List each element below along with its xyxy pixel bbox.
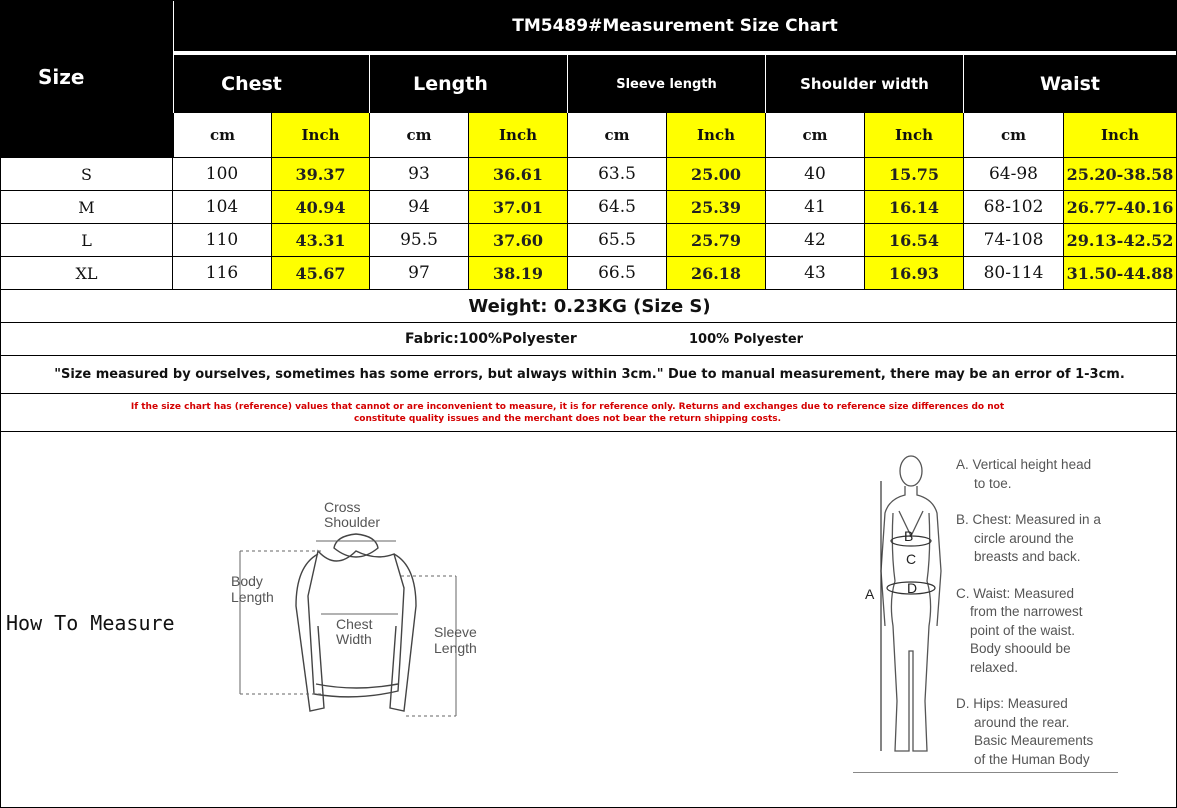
measurement-note: "Size measured by ourselves, sometimes has some errors, but always within 3cm." Due to manual measurement, there may be an error of 1-3cm. — [54, 367, 1125, 382]
unit-length-inch: Inch — [469, 113, 568, 158]
value-cell: 16.54 — [865, 224, 964, 257]
col-header-chest: Chest — [173, 55, 370, 113]
note-c: C. Waist: Measured from the narrowest point of the waist. Body shoould be relaxed. — [956, 585, 1083, 675]
unit-sleeve-cm: cm — [568, 113, 667, 158]
value-cell: 68-102 — [964, 191, 1064, 224]
value-cell: 31.50-44.88 — [1064, 257, 1176, 290]
col-header-sleeve: Sleeve length — [568, 55, 766, 113]
value-cell: 100 — [173, 158, 272, 191]
chart-title-text: TM5489#Measurement Size Chart — [512, 16, 838, 36]
body-label-1: Body — [231, 573, 263, 589]
value-cell: 74-108 — [964, 224, 1064, 257]
body-notes — [956, 456, 1101, 769]
cross-label-2: Shoulder — [324, 514, 381, 530]
value-cell: 43 — [766, 257, 865, 290]
disclaimer-line-2: constitute quality issues and the merchant does not bear the return shipping costs. — [353, 413, 782, 424]
note-a: A. Vertical height head to toe. — [956, 457, 1092, 491]
fabric-row — [1, 323, 1177, 356]
body-letter-b: B — [904, 528, 914, 544]
value-cell: 94 — [370, 191, 469, 224]
value-cell: 26.18 — [667, 257, 766, 290]
body-figure-baseline — [853, 772, 1118, 773]
value-cell: 66.5 — [568, 257, 667, 290]
fabric-text-secondary: 100% Polyester — [689, 331, 804, 347]
col-header-waist: Waist — [964, 55, 1176, 113]
sleeve-label-2: Length — [434, 640, 477, 656]
value-cell: 15.75 — [865, 158, 964, 191]
value-cell: 25.39 — [667, 191, 766, 224]
value-cell: 95.5 — [370, 224, 469, 257]
col-header-shoulder: Shoulder width — [766, 55, 964, 113]
chest-label-2: Width — [336, 631, 372, 647]
unit-shoulder-inch: Inch — [865, 113, 964, 158]
unit-waist-inch: Inch — [1064, 113, 1176, 158]
value-cell: 29.13-42.52 — [1064, 224, 1176, 257]
size-cell: L — [1, 224, 173, 257]
unit-waist-cm: cm — [964, 113, 1064, 158]
col-header-length: Length — [370, 55, 568, 113]
value-cell: 65.5 — [568, 224, 667, 257]
how-to-measure-label: How To Measure — [6, 611, 175, 635]
value-cell: 80-114 — [964, 257, 1064, 290]
disclaimer-line-1: If the size chart has (reference) values that cannot or are inconvenient to measure, it is for reference only. Returns and exchanges due to reference size differences do not — [130, 401, 1005, 412]
size-cell: S — [1, 158, 173, 191]
cross-label-1: Cross — [324, 499, 361, 515]
value-cell: 93 — [370, 158, 469, 191]
unit-shoulder-cm: cm — [766, 113, 865, 158]
value-cell: 41 — [766, 191, 865, 224]
value-cell: 37.60 — [469, 224, 568, 257]
weight-text: Weight: 0.23KG (Size S) — [468, 295, 711, 317]
value-cell: 25.00 — [667, 158, 766, 191]
note-d: D. Hips: Measured around the rear. Basic Meaurements of the Human Body — [956, 696, 1094, 767]
fabric-text: Fabric:100%Polyester — [405, 331, 577, 347]
note-b: B. Chest: Measured in a circle around the breasts and back. — [956, 512, 1101, 564]
value-cell: 25.79 — [667, 224, 766, 257]
value-cell: 104 — [173, 191, 272, 224]
value-cell: 38.19 — [469, 257, 568, 290]
value-cell: 37.01 — [469, 191, 568, 224]
value-cell: 40.94 — [272, 191, 370, 224]
chart-title — [173, 1, 1176, 53]
value-cell: 16.14 — [865, 191, 964, 224]
value-cell: 110 — [173, 224, 272, 257]
value-cell: 64-98 — [964, 158, 1064, 191]
value-cell: 42 — [766, 224, 865, 257]
unit-length-cm: cm — [370, 113, 469, 158]
value-cell: 25.20-38.58 — [1064, 158, 1176, 191]
sweater-illustration — [226, 496, 496, 726]
value-cell: 64.5 — [568, 191, 667, 224]
value-cell: 45.67 — [272, 257, 370, 290]
body-letter-d: D — [907, 580, 918, 596]
sleeve-label-1: Sleeve — [434, 624, 477, 640]
value-cell: 39.37 — [272, 158, 370, 191]
size-header-label: Size — [38, 64, 85, 89]
size-cell: XL — [1, 257, 173, 290]
size-header — [1, 1, 173, 158]
disclaimer-row — [1, 394, 1177, 432]
chest-label-1: Chest — [336, 616, 373, 632]
measurement-note-row — [1, 356, 1177, 394]
value-cell: 16.93 — [865, 257, 964, 290]
body-letter-a: A — [865, 586, 875, 602]
value-cell: 43.31 — [272, 224, 370, 257]
unit-chest-inch: Inch — [272, 113, 370, 158]
unit-chest-cm: cm — [173, 113, 272, 158]
value-cell: 26.77-40.16 — [1064, 191, 1176, 224]
value-cell: 63.5 — [568, 158, 667, 191]
body-letter-c: C — [906, 551, 917, 567]
value-cell: 40 — [766, 158, 865, 191]
value-cell: 116 — [173, 257, 272, 290]
body-label-2: Length — [231, 589, 274, 605]
size-cell: M — [1, 191, 173, 224]
body-figure-illustration — [859, 451, 949, 761]
weight-row — [1, 290, 1177, 323]
value-cell: 36.61 — [469, 158, 568, 191]
unit-sleeve-inch: Inch — [667, 113, 766, 158]
value-cell: 97 — [370, 257, 469, 290]
